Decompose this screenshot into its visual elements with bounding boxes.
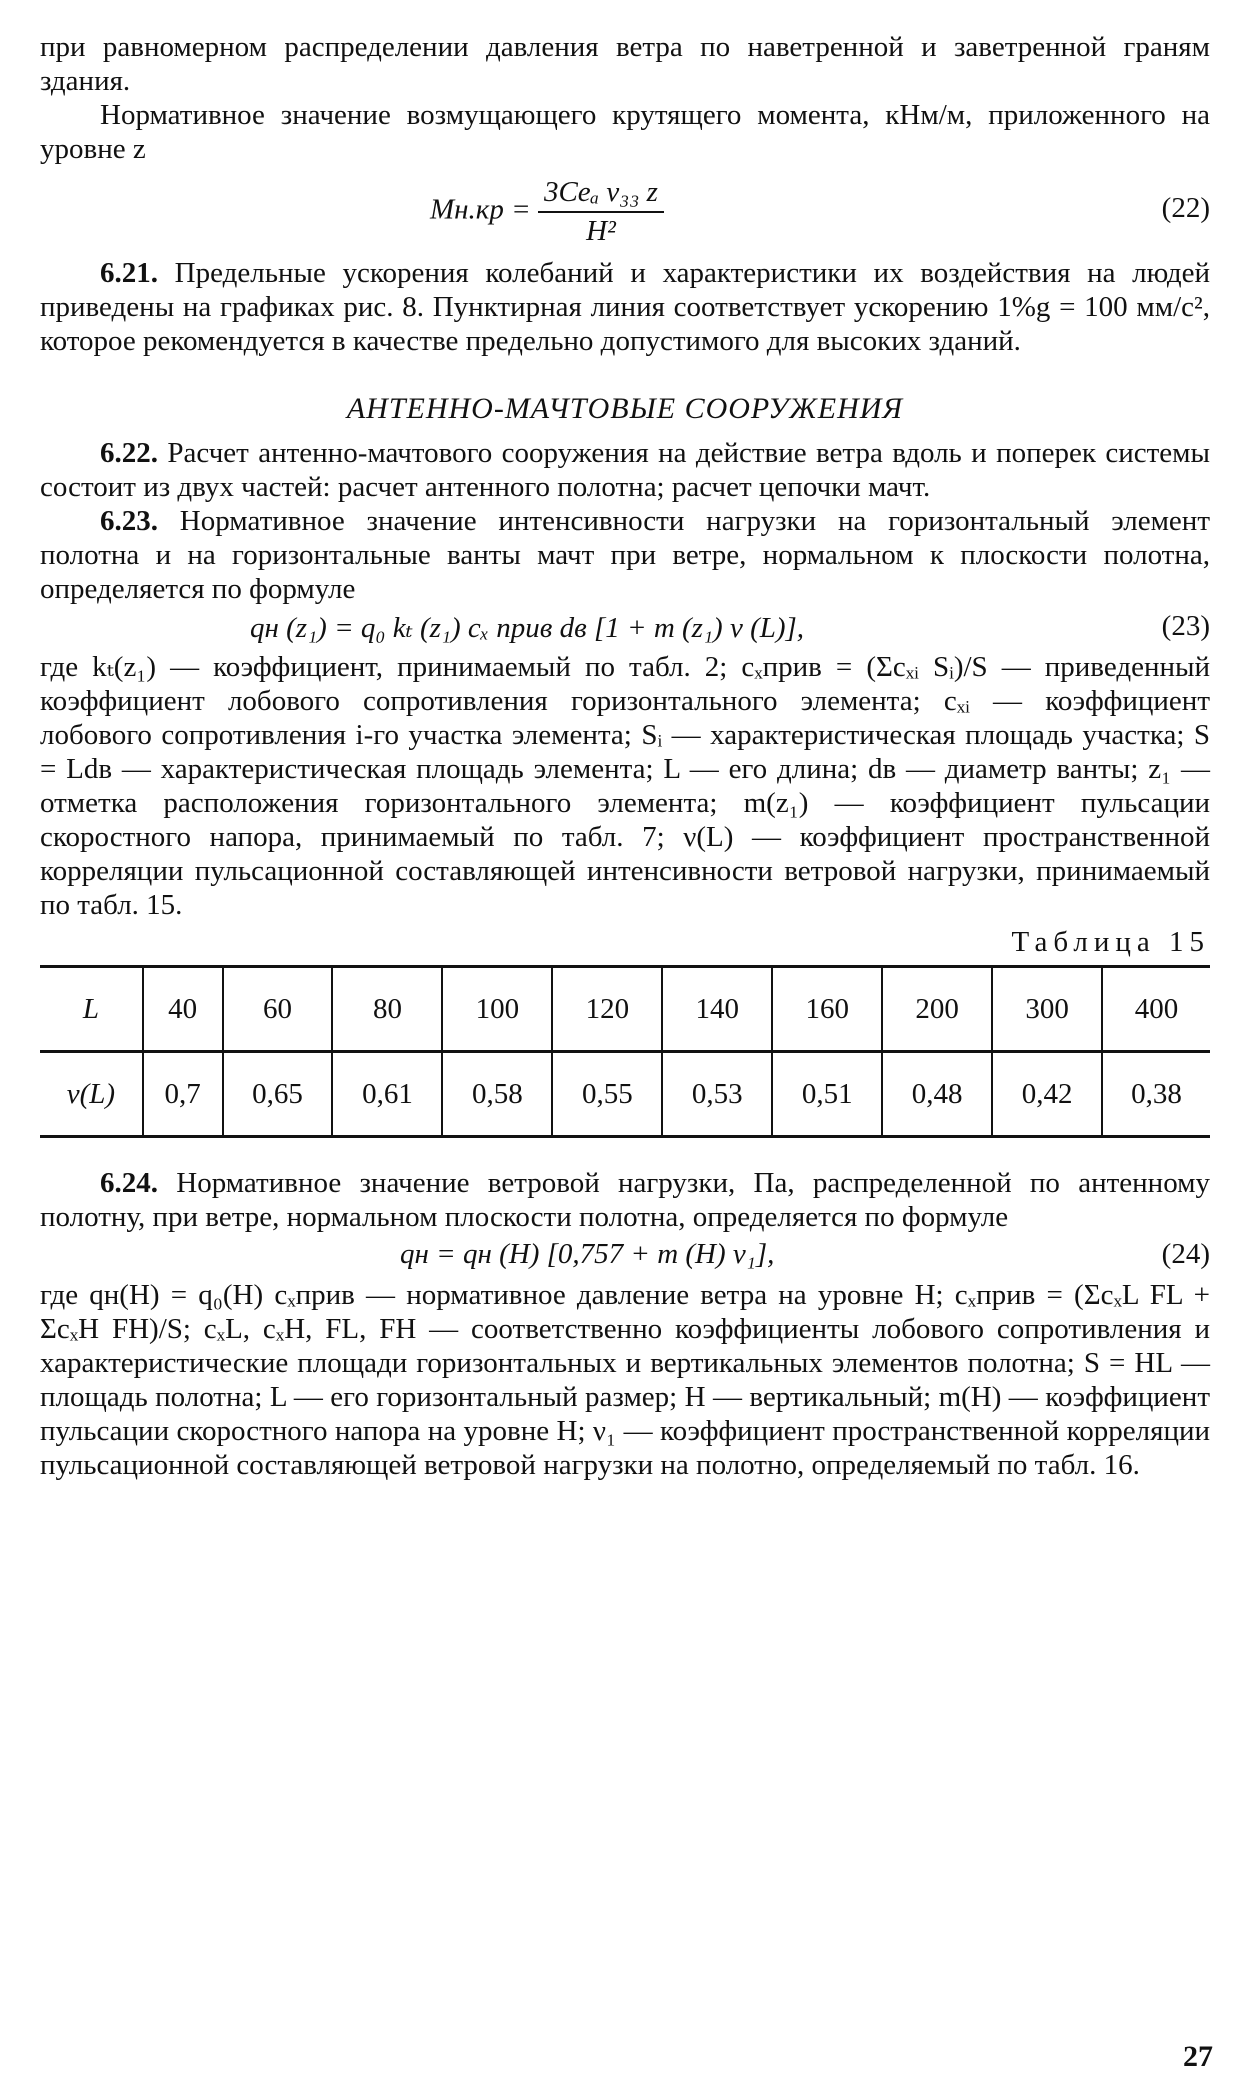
table-row-l [40,967,1210,1052]
paragraph-2: Нормативное значение возмущающего крутящего момента, кНм/м, приложенного на уровне z [40,99,1210,165]
table-cell: 200 [882,967,992,1052]
table-cell: 0,48 [882,1052,992,1137]
formula-24 [40,1234,1210,1278]
clause-text: Расчет антенно-мачтового сооружения на действие ветра вдоль и поперек системы состоит из двух частей: расчет антенного полотна; расчет цепочки мачт. [40,437,1210,503]
formula-23 [40,606,1210,650]
paragraph-6-22 [40,436,1210,504]
table-15 [40,965,1210,1138]
formula-22-denominator: H² [586,215,616,247]
table-cell: 0,58 [442,1052,552,1137]
table-cell: 60 [223,967,333,1052]
formula-22-body [430,176,664,248]
section-heading: АНТЕННО-МАЧТОВЫЕ СООРУЖЕНИЯ [346,392,904,425]
table-cell: 0,51 [772,1052,882,1137]
table-cell: 160 [772,967,882,1052]
clause-text: Предельные ускорения колебаний и характеристики их воздействия на людей приведены на графиках рис. 8. Пунктирная линия соответствует ускорению 1%g = 100 мм/с², которое рекомендуется в качестве предельно допустимого для высоких зданий. [40,257,1210,357]
table-caption: Таблица 15 [1011,926,1210,958]
formula-22-numerator: 3Ceₐ v₃₃ z [538,176,664,213]
clause-text: Нормативное значение интенсивности нагрузки на горизонтальный элемент полотна и на горизонтальные ванты мачт при ветре, нормальном к плоскости полотна, определяется по формуле [40,505,1210,605]
paragraph-1: при равномерном распределении давления ветра по наветренной и заветренной граням здания. [40,31,1210,97]
clause-number: 6.21. [100,257,158,289]
table-cell: 400 [1102,967,1210,1052]
table-cell: 0,38 [1102,1052,1210,1137]
table-cell: 0,65 [223,1052,333,1137]
table-row-label: ν(L) [66,1077,116,1110]
formula-24-number: (24) [1161,1238,1210,1270]
table-cell: 140 [662,967,772,1052]
formula-23-expression: qн (z₁) = q₀ kₜ (z₁) cₓ прив dв [1 + m (z₁) ν (L)], [250,612,805,644]
table-cell: 0,55 [552,1052,662,1137]
table-cell: 80 [332,967,442,1052]
paragraph-6-23 [40,504,1210,606]
table-row-nu [40,1052,1210,1137]
paragraph-6-21 [40,256,1210,358]
clause-number: 6.22. [100,437,158,469]
paragraph-6-24 [40,1166,1210,1234]
table-cell: 300 [992,967,1102,1052]
table-row-label: L [40,967,143,1052]
clause-number: 6.24. [100,1167,158,1199]
clause-text: Нормативное значение ветровой нагрузки, Па, распределенной по антенному полотну, при ветре, нормальном плоскости полотна, определяется по формуле [40,1167,1210,1233]
table-cell: 40 [143,967,223,1052]
table-cell: 0,42 [992,1052,1102,1137]
formula-24-expression: qн = qн (H) [0,757 + m (H) ν₁], [400,1238,775,1270]
page-number: 27 [1183,2040,1213,2073]
table-cell: 100 [442,967,552,1052]
formula-22-number: (22) [1161,192,1210,224]
clause-number: 6.23. [100,505,158,537]
formula-22-fraction [538,176,664,248]
table-cell: 0,7 [143,1052,223,1137]
formula-23-number: (23) [1161,610,1210,642]
formula-22 [40,166,1210,256]
table-cell: 0,61 [332,1052,442,1137]
paragraph-definitions-24: где qн(H) = q₀(H) cₓприв — нормативное давление ветра на уровне H; cₓприв = (ΣcₓL FL + ΣcₓH FH)/S; cₓL, cₓH, FL, FH — соответственно коэффициенты лобового сопротивления и характеристические площади горизонтальных и вертикальных элементов полотна; S = HL — площадь полотна; L — его горизонтальный размер; H — вертикальный; m(H) — коэффициент пульсации скоростного напора на уровне H; ν₁ — коэффициент пространственной корреляции пульсационной составляющей ветровой нагрузки на полотно, определяемый по табл. 16. [40,1279,1210,1481]
paragraph-definitions-23: где kₜ(z₁) — коэффициент, принимаемый по табл. 2; cₓприв = (Σcₓᵢ Sᵢ)/S — приведенный коэффициент лобового сопротивления горизонтального элемента; cₓᵢ — коэффициент лобового сопротивления i-го участка элемента; Sᵢ — характеристическая площадь участка; S = Ldв — характеристическая площадь элемента; L — его длина; dв — диаметр ванты; z₁ — отметка расположения горизонтального элемента; m(z₁) — коэффициент пульсации скоростного напора, принимаемый по табл. 7; ν(L) — коэффициент пространственной корреляции пульсационной составляющей интенсивности ветровой нагрузки, принимаемый по табл. 15. [40,651,1210,921]
table-cell: 120 [552,967,662,1052]
page-body [40,30,1210,1482]
formula-22-lhs: Mн.кр = [430,193,531,226]
table-cell: 0,53 [662,1052,772,1137]
